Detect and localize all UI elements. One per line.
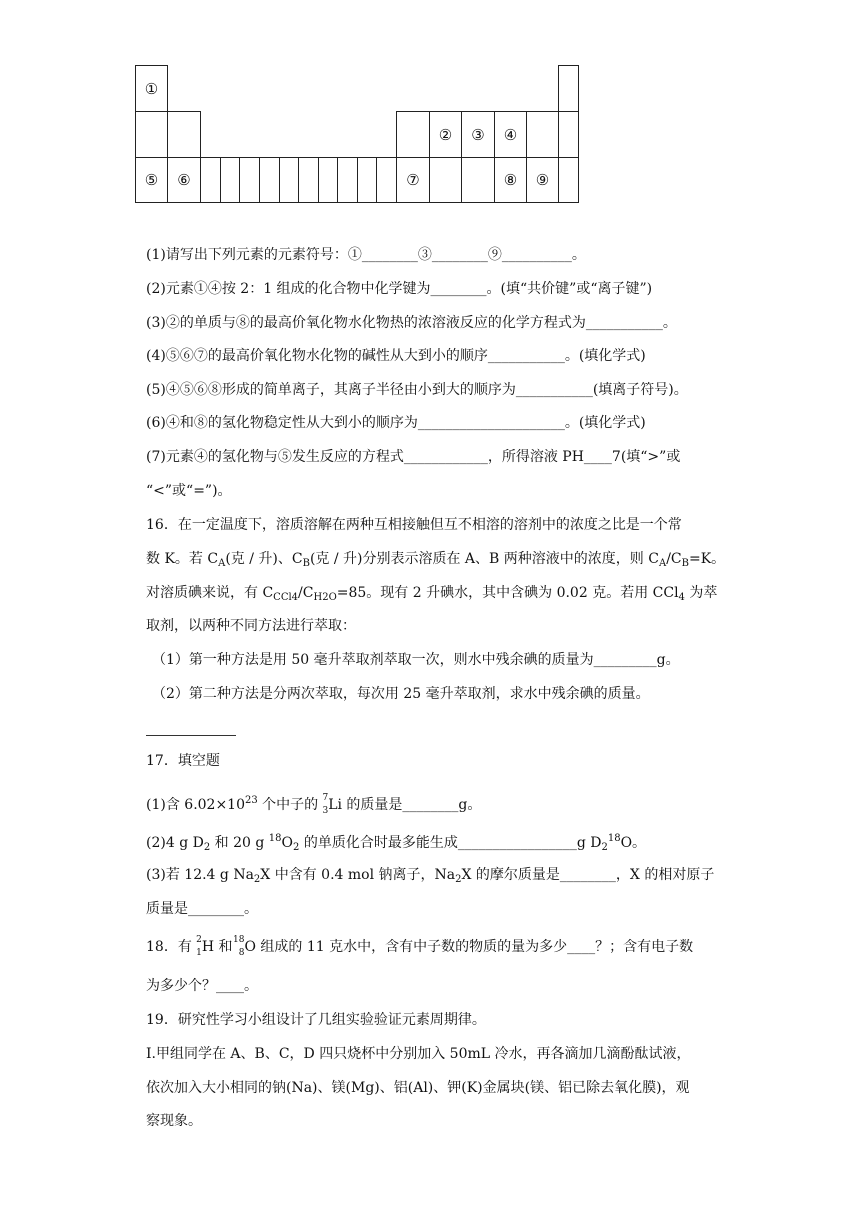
- li-nuclide: 7 3: [322, 793, 329, 816]
- table-cell-r3-c10: [337, 157, 358, 203]
- q15-part-2: (2)元素①④按 2：1 组成的化合物中化学键为________。(填“共价键”或“离子键”): [146, 281, 653, 297]
- table-cell-r3-c14: [429, 157, 462, 203]
- table-cell-r3-c13: ⑦: [396, 157, 430, 203]
- q15-part-7: (7)元素④的氢化物与⑤发生反应的方程式____________，所得溶液 PH____7(填“>”或: [146, 449, 681, 465]
- q15-part-5: (5)④⑤⑥⑧形成的简单离子，其离子半径由小到大的顺序为___________(填离子符号)。: [146, 382, 688, 398]
- q19-line-1: 19．研究性学习小组设计了几组实验验证元素周期律。: [146, 1012, 486, 1028]
- answer-rule: [146, 735, 236, 736]
- q16-part-2: （2）第二种方法是分两次萃取，每次用 25 毫升萃取剂，求水中残余碘的质量。: [152, 686, 650, 702]
- q18-line-1: 18．有 2 1 H 和 18 8 O 组成的 11 克水中，含有中子数的物质的量为多少____？；含有电子数: [146, 935, 694, 958]
- table-cell-r3-c11: [357, 157, 377, 203]
- table-cell-r2-c1: [135, 111, 168, 158]
- table-cell-r1-c1: ①: [135, 65, 168, 112]
- q19-line-2: I.甲组同学在 A、B、C，D 四只烧杯中分别加入 50mL 冷水，再各滴加几滴酚酞试液，: [146, 1046, 691, 1062]
- q17-part-1: (1)含 $6.02\times 10^{23}$ 个中子的 7 3 Li 的质量是________g。: [146, 793, 482, 816]
- q15-part-3: (3)②的单质与⑧的最高价氧化物水化物热的浓溶液反应的化学方程式为___________。: [146, 315, 677, 331]
- q16-line-4: 取剂，以两种不同方法进行萃取：: [146, 618, 356, 634]
- o18-nuclide: 18 8: [233, 935, 245, 958]
- q19-line-4: 察现象。: [146, 1113, 202, 1129]
- q16-part-1: （1）第一种方法是用 50 毫升萃取剂萃取一次，则水中残余碘的质量为_________g。: [152, 652, 680, 668]
- h2-nuclide: 2 1: [196, 935, 202, 958]
- table-cell-r3-c8: [298, 157, 319, 203]
- q17-title: 17．填空题: [146, 753, 220, 769]
- table-cell-r2-c16: ④: [494, 111, 527, 158]
- q15-part-7-cont: “<”或“=”)。: [146, 483, 232, 499]
- table-cell-r2-c2: [167, 111, 201, 158]
- q17-part-3-cont: 质量是________。: [146, 901, 258, 917]
- table-cell-r2-c14: ②: [429, 111, 462, 158]
- table-cell-r3-c4: [220, 157, 240, 203]
- table-cell-r3-c5: [239, 157, 260, 203]
- table-cell-r3-c12: [376, 157, 397, 203]
- q16-line-1: 16．在一定温度下，溶质溶解在两种互相接触但互不相溶的溶剂中的浓度之比是一个常: [146, 517, 682, 533]
- table-cell-r3-c7: [279, 157, 299, 203]
- table-cell-r2-c13: [396, 111, 430, 158]
- q18-line-2: 为多少个？____。: [146, 978, 258, 994]
- q17-part-2: (2)4 g $D_2$ 和 20 g $^{18}O_2$ 的单质化合时最多能生成_________________g $D_2^{18}O$。: [146, 833, 647, 853]
- q15-part-1: (1)请写出下列元素的元素符号：①________③________⑨__________。: [146, 247, 586, 263]
- table-cell-r3-c17: ⑨: [526, 157, 559, 203]
- table-cell-r3-c18: [558, 157, 579, 203]
- q15-part-6: (6)④和⑧的氢化物稳定性从大到小的顺序为_____________________。(填化学式): [146, 415, 646, 431]
- table-cell-r3-c15: [461, 157, 495, 203]
- table-cell-r1-c18: [558, 65, 579, 112]
- table-cell-r3-c1: ⑤: [135, 157, 168, 203]
- table-cell-r2-c15: ③: [461, 111, 495, 158]
- table-cell-r3-c9: [318, 157, 338, 203]
- table-cell-r3-c16: ⑧: [494, 157, 527, 203]
- q15-part-4: (4)⑤⑥⑦的最高价氧化物水化物的碱性从大到小的顺序___________。(填化学式): [146, 348, 646, 364]
- q19-line-3: 依次加入大小相同的钠(Na)、镁(Mg)、铝(Al)、钾(K)金属块(镁、铝已除去氧化膜)，观: [146, 1080, 690, 1096]
- table-cell-r3-c2: ⑥: [167, 157, 201, 203]
- table-cell-r3-c3: [200, 157, 221, 203]
- table-cell-r2-c18: [558, 111, 579, 158]
- q17-part-3: (3)若 12.4 g $Na_2X$ 中含有 0.4 mol 钠离子，$Na_2X$ 的摩尔质量是________，X 的相对原子: [146, 867, 715, 885]
- q16-line-2: 数 K。若 $C_A$(克 / 升)、$C_B$(克 / 升)分别表示溶质在 A、B 两种溶液中的浓度，则 $C_A/C_B=K$。: [146, 551, 726, 569]
- table-cell-r3-c6: [259, 157, 280, 203]
- table-cell-r2-c17: [526, 111, 559, 158]
- q16-line-3: 对溶质碘来说，有 $C_{CCl4}/C_{H2O}=85$。现有 2 升碘水，其中含碘为 0.02 克。若用 CCl$_4$ 为萃: [146, 585, 718, 603]
